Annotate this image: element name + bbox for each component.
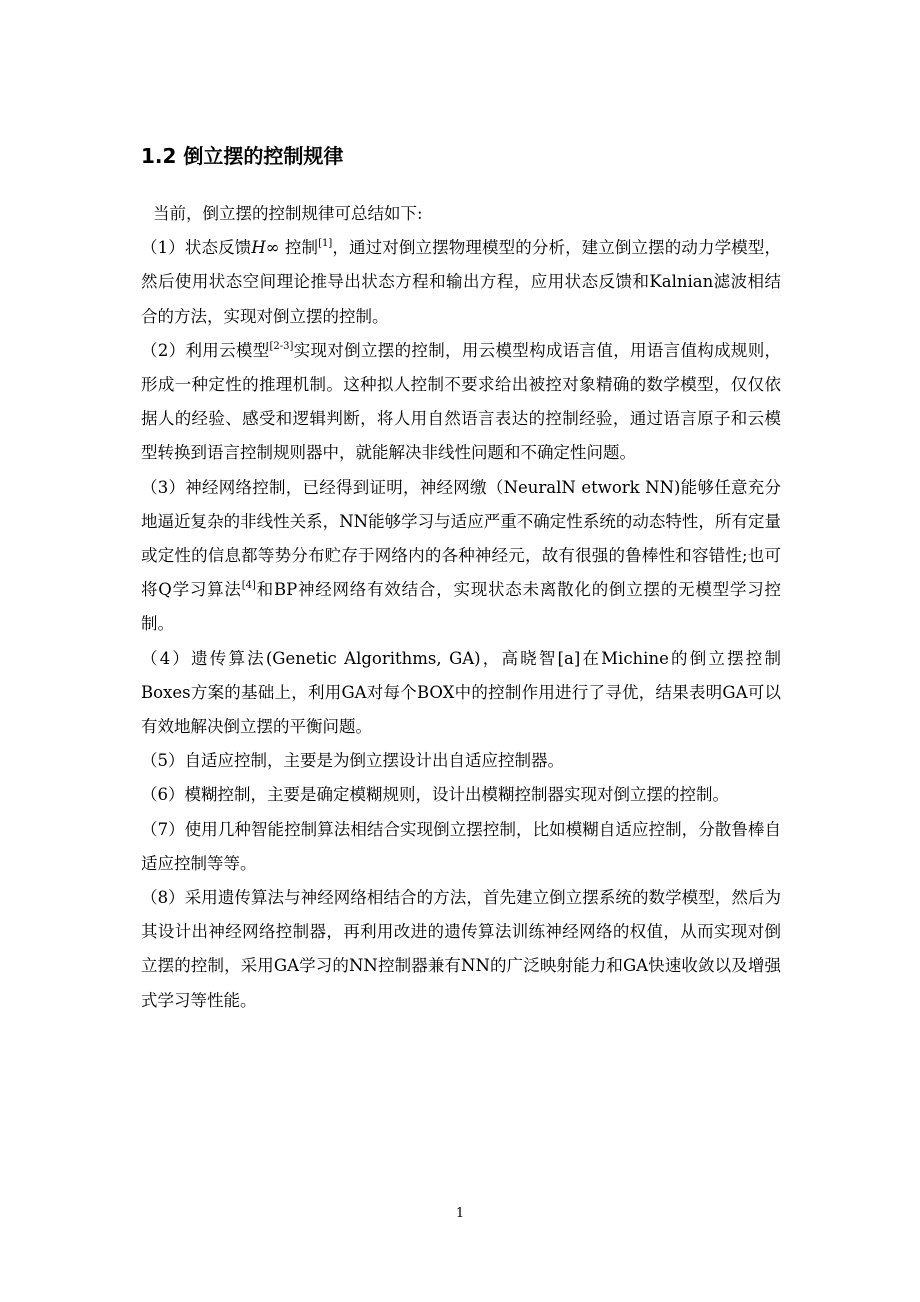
intro-paragraph: 当前，倒立摆的控制规律可总结如下: — [153, 204, 423, 223]
item-3-lead: （3）神经网络控制，已经得到证明，神经网缴（NeuralN etwork NN)能够任意充分地逼近复杂的非线性关系，NN能够学习与适应严重不确定性系统的动态特性，所有定量或定性的信息都等势分布贮存于网络内的各种神经元，故有很强的鲁棒性和容错性;也可将Q学习算法 — [141, 477, 781, 600]
citation-4: [4] — [241, 580, 256, 592]
h-infinity-symbol: H∞ — [251, 238, 280, 258]
item-3-paragraph — [141, 471, 781, 642]
section-body — [141, 197, 781, 1018]
item-2-rest: 实现对倒立摆的控制，用云模型构成语言值，用语言值构成规则，形成一种定性的推理机制。这种拟人控制不要求给出被控对象精确的数学模型，仅仅依据人的经验、感受和逻辑判断，将人用自然语言表达的控制经验，通过语言原子和云模型转换到语言控制规则器中，就能解决非线性问题和不确定性问题。 — [141, 340, 782, 463]
section-heading: 1.2 倒立摆的控制规律 — [141, 144, 344, 168]
page-number: 1 — [455, 1206, 465, 1221]
item-1-rest: ，通过对倒立摆物理模型的分析，建立倒立摆的动力学模型，然后使用状态空间理论推导出状态方程和输出方程，应用状态反馈和Kalnian滤波相结合的方法，实现对倒立摆的控制。 — [141, 238, 782, 326]
item-5-paragraph: （5）自适应控制，主要是为倒立摆设计出自适应控制器。 — [141, 751, 564, 771]
item-3-rest: 和BP神经网络有效结合，实现状态未离散化的倒立摆的无模型学习控制。 — [141, 580, 782, 634]
item-1-lead: （1）状态反馈 — [141, 238, 252, 258]
item-4-paragraph: （4）遗传算法(Genetic Algorithms, GA)，高晓智[a]在Michine的倒立摆控制Boxes方案的基础上，利用GA对每个BOX中的控制作用进行了寻优，结果表明GA可以有效地解决倒立摆的平衡问题。 — [141, 648, 781, 737]
item-2-lead: （2）利用云模型 — [141, 340, 270, 360]
item-1-control-word: 控制 — [279, 238, 319, 258]
item-6-paragraph: （6）模糊控制，主要是确定模糊规则，设计出模糊控制器实现对倒立摆的控制。 — [141, 785, 729, 805]
item-8-paragraph: （8）采用遗传算法与神经网络相结合的方法，首先建立倒立摆系统的数学模型，然后为其设计出神经网络控制器，再利用改进的遗传算法训练神经网络的权值，从而实现对倒立摆的控制，采用GA学习的NN控制器兼有NN的广泛映射能力和GA快速收敛以及增强式学习等性能。 — [141, 888, 781, 1010]
item-2-paragraph — [141, 334, 781, 471]
item-7-paragraph: （7）使用几种智能控制算法相结合实现倒立摆控制，比如模糊自适应控制，分散鲁棒自适应控制等等。 — [141, 819, 781, 873]
citation-2-3: [2-3] — [269, 340, 294, 352]
item-1-paragraph — [141, 231, 781, 334]
citation-1: [1] — [318, 238, 333, 250]
